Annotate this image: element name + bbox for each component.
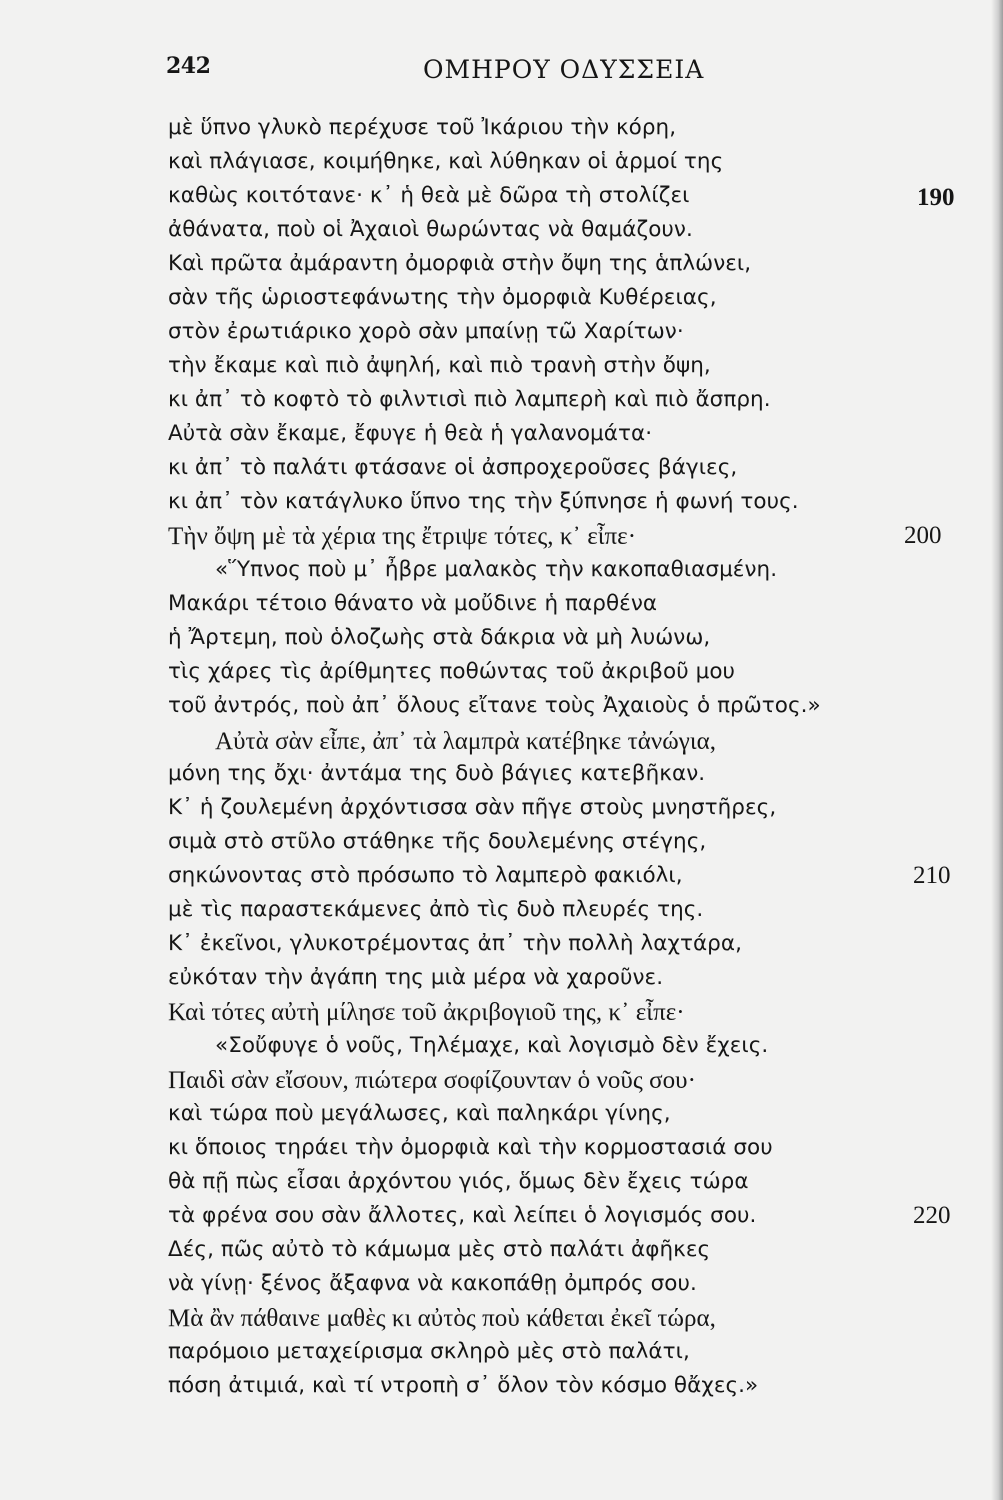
verse-line: μὲ ὕπνο γλυκὸ περέχυσε τοῦ Ἰκάριου τὴν κόρη, (168, 115, 677, 140)
verse-line: καθὼς κοιτότανε· κ᾿ ἡ θεὰ μὲ δῶρα τὴ στολίζει (168, 183, 690, 208)
verse-line: πόση ἀτιμιά, καὶ τί ντροπὴ σ᾿ ὅλον τὸν κόσμο θἄχες.» (168, 1373, 759, 1398)
verse-line: σιμὰ στὸ στῦλο στάθηκε τῆς δουλεμένης στέγης, (168, 829, 707, 854)
verse-line: κι ὅποιος τηράει τὴν ὀμορφιὰ καὶ τὴν κορμοστασιά σου (168, 1135, 773, 1160)
verse-line: Αὐτὰ σὰν ἔκαμε, ἔφυγε ἡ θεὰ ἡ γαλανομάτα· (168, 421, 653, 446)
verse-line: στὸν ἐρωτιάρικο χορὸ σὰν μπαίνῃ τῶ Χαρίτων· (168, 319, 684, 344)
verse-line: κι ἀπ᾿ τὸ παλάτι φτάσανε οἱ ἀσπροχεροῦσες βάγιες, (168, 455, 738, 480)
verse-line: «Ὕπνος ποὺ μ᾿ ἦβρε μαλακὸς τὴν κακοπαθιασμένη. (215, 557, 778, 582)
verse-line: Τὴν ὄψη μὲ τὰ χέρια της ἔτριψε τότες, κ᾿ εἶπε· (168, 523, 637, 550)
verse-line: Κ᾿ ἐκεῖνοι, γλυκοτρέμοντας ἀπ᾿ τὴν πολλὴ λαχτάρα, (168, 931, 742, 956)
page-number: 242 (166, 53, 211, 79)
verse-line: τὶς χάρες τὶς ἀρίθμητες ποθώντας τοῦ ἀκριβοῦ μου (168, 659, 736, 684)
verse-line: ἀθάνατα, ποὺ οἱ Ἀχαιοὶ θωρώντας νὰ θαμάζουν. (168, 217, 693, 242)
verse-line: «Σοὔφυγε ὁ νοῦς, Τηλέμαχε, καὶ λογισμὸ δὲν ἔχεις. (215, 1033, 769, 1058)
verse-line: Αὐτὰ σὰν εἶπε, ἀπ᾿ τὰ λαμπρὰ κατέβηκε τἀνώγια, (215, 728, 717, 755)
verse-line: τὴν ἔκαμε καὶ πιὸ ἀψηλή, καὶ πιὸ τρανὴ στὴν ὄψη, (168, 353, 711, 378)
verse-line: ἡ Ἄρτεμη, ποὺ ὁλοζωὴς στὰ δάκρια νὰ μὴ λυώνω, (168, 625, 711, 650)
verse-line: εὐκόταν τὴν ἀγάπη της μιὰ μέρα νὰ χαροῦνε. (168, 965, 664, 990)
verse-line: σηκώνοντας στὸ πρόσωπο τὸ λαμπερὸ φακιόλι, (168, 863, 683, 888)
verse-line: κι ἀπ᾿ τὸν κατάγλυκο ὕπνο της τὴν ξύπνησε ἡ φωνή τους. (168, 489, 799, 514)
verse-line: Μὰ ἂν πάθαινε μαθὲς κι αὐτὸς ποὺ κάθεται ἐκεῖ τώρα, (168, 1305, 716, 1332)
verse-line: σὰν τῆς ὡριοστεφάνωτης τὴν ὀμορφιὰ Κυθέρειας, (168, 285, 717, 310)
verse-line: νὰ γίνῃ· ξένος ἄξαφνα νὰ κακοπάθῃ ὀμπρός σου. (168, 1271, 697, 1296)
verse-line: Δές, πῶς αὐτὸ τὸ κάμωμα μὲς στὸ παλάτι ἀφῆκες (168, 1237, 711, 1262)
verse-line: μὲ τὶς παραστεκάμενες ἀπὸ τὶς δυὸ πλευρές της. (168, 897, 704, 922)
verse-line: καὶ πλάγιασε, κοιμήθηκε, καὶ λύθηκαν οἱ ἁρμοί της (168, 149, 724, 174)
verse-line: Καὶ πρῶτα ἀμάραντη ὀμορφιὰ στὴν ὄψη της ἁπλώνει, (168, 251, 752, 276)
verse-line: Κ᾿ ἡ ζουλεμένη ἀρχόντισσα σὰν πῆγε στοὺς μνηστῆρες, (168, 795, 777, 820)
line-number-220: 220 (913, 1202, 951, 1229)
page-edge (991, 0, 1003, 1500)
running-head-title: ΟΜΗΡΟΥ ΟΔΥΣΣΕΙΑ (423, 55, 705, 84)
verse-line: Καὶ τότες αὐτὴ μίλησε τοῦ ἀκριβογιοῦ της, κ᾿ εἶπε· (168, 999, 685, 1026)
verse-line: μόνη της ὄχι· ἀντάμα της δυὸ βάγιες κατεβῆκαν. (168, 761, 706, 786)
verse-line: Παιδὶ σὰν εἴσουν, πιώτερα σοφίζουνταν ὁ νοῦς σου· (168, 1067, 696, 1094)
verse-line: τὰ φρένα σου σὰν ἄλλοτες, καὶ λείπει ὁ λογισμός σου. (168, 1203, 757, 1228)
verse-line: παρόμοιο μεταχείρισμα σκληρὸ μὲς στὸ παλάτι, (168, 1339, 690, 1364)
verse-line: Μακάρι τέτοιο θάνατο νὰ μοὔδινε ἡ παρθένα (168, 591, 658, 616)
verse-line: καὶ τώρα ποὺ μεγάλωσες, καὶ παληκάρι γίνης, (168, 1101, 671, 1126)
line-number-200: 200 (904, 522, 942, 549)
verse-line: θὰ πῇ πὼς εἶσαι ἀρχόντου γιός, ὅμως δὲν ἔχεις τώρα (168, 1169, 749, 1194)
line-number-190: 190 (917, 184, 955, 211)
line-number-210: 210 (913, 862, 951, 889)
verse-line: κι ἀπ᾿ τὸ κοφτὸ τὸ φιλντισὶ πιὸ λαμπερὴ καὶ πιὸ ἄσπρη. (168, 387, 771, 412)
verse-line: τοῦ ἀντρός, ποὺ ἀπ᾿ ὅλους εἴτανε τοὺς Ἀχαιοὺς ὁ πρῶτος.» (168, 693, 821, 718)
